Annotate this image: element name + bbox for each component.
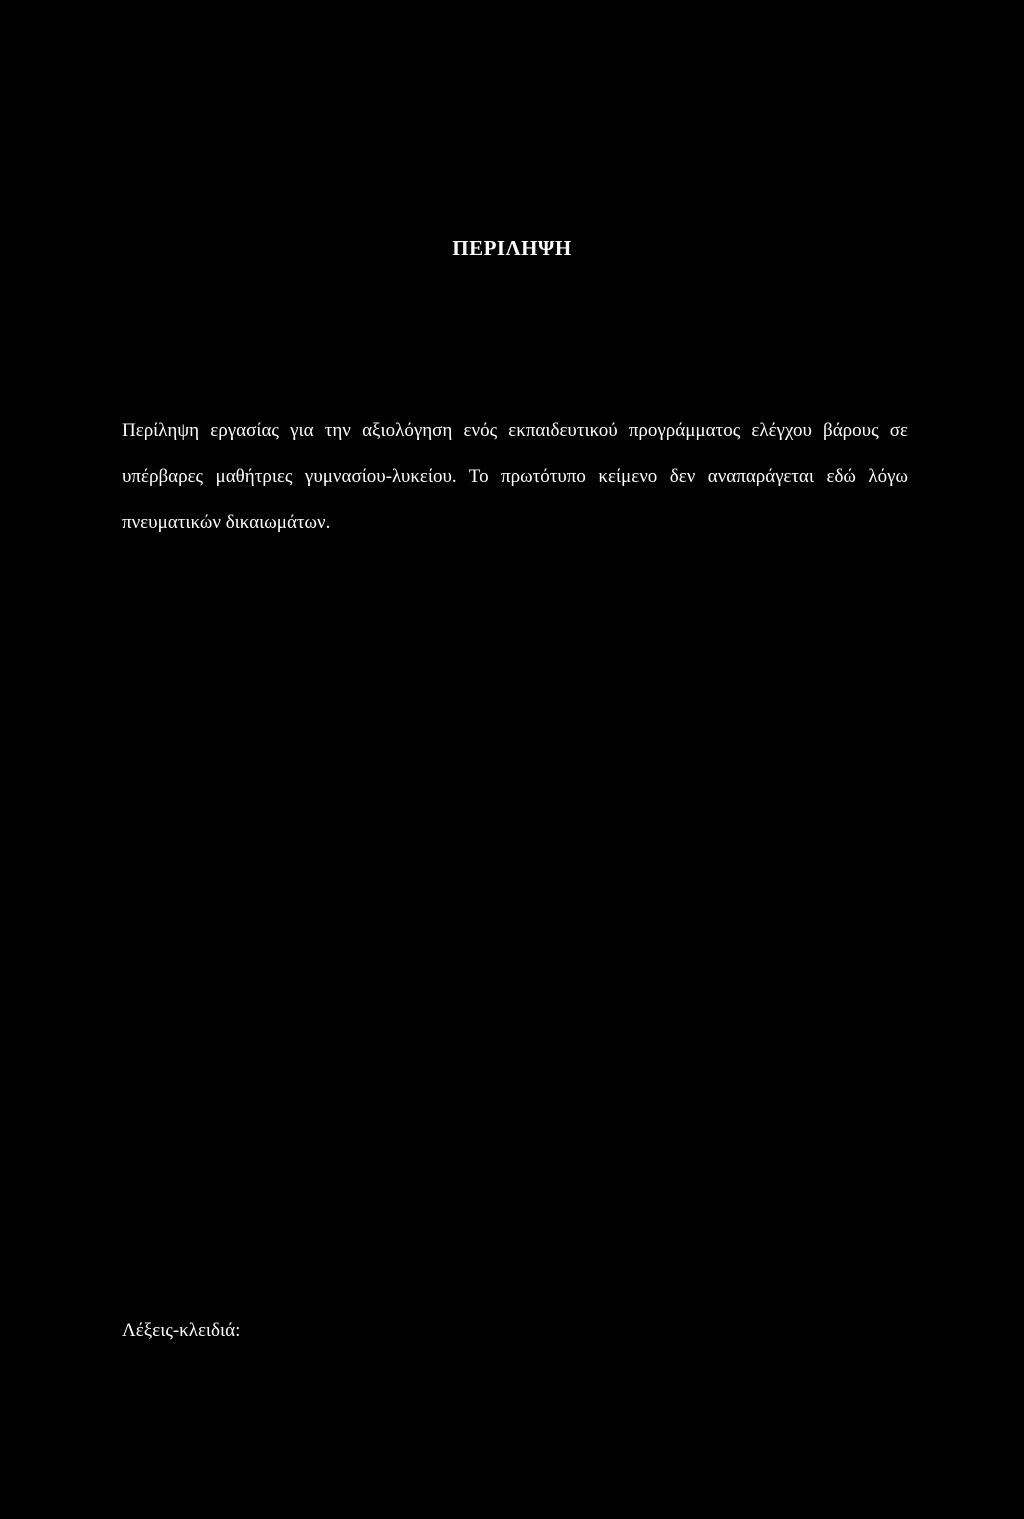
abstract-summary: Περίληψη εργασίας για την αξιολόγηση ενός εκπαιδευτικού προγράμματος ελέγχου βάρους σε υπέρβαρες μαθήτριες γυμνασίου-λυκείου. Το πρωτότυπο κείμενο δεν αναπαράγεται εδώ λόγω πνευματικών δικαιωμάτων. <box>122 420 908 533</box>
keywords-line <box>122 1316 908 1346</box>
page-title: ΠΕΡΙΛΗΨΗ <box>452 236 572 260</box>
keywords-label: Λέξεις-κλειδιά: <box>122 1320 241 1341</box>
